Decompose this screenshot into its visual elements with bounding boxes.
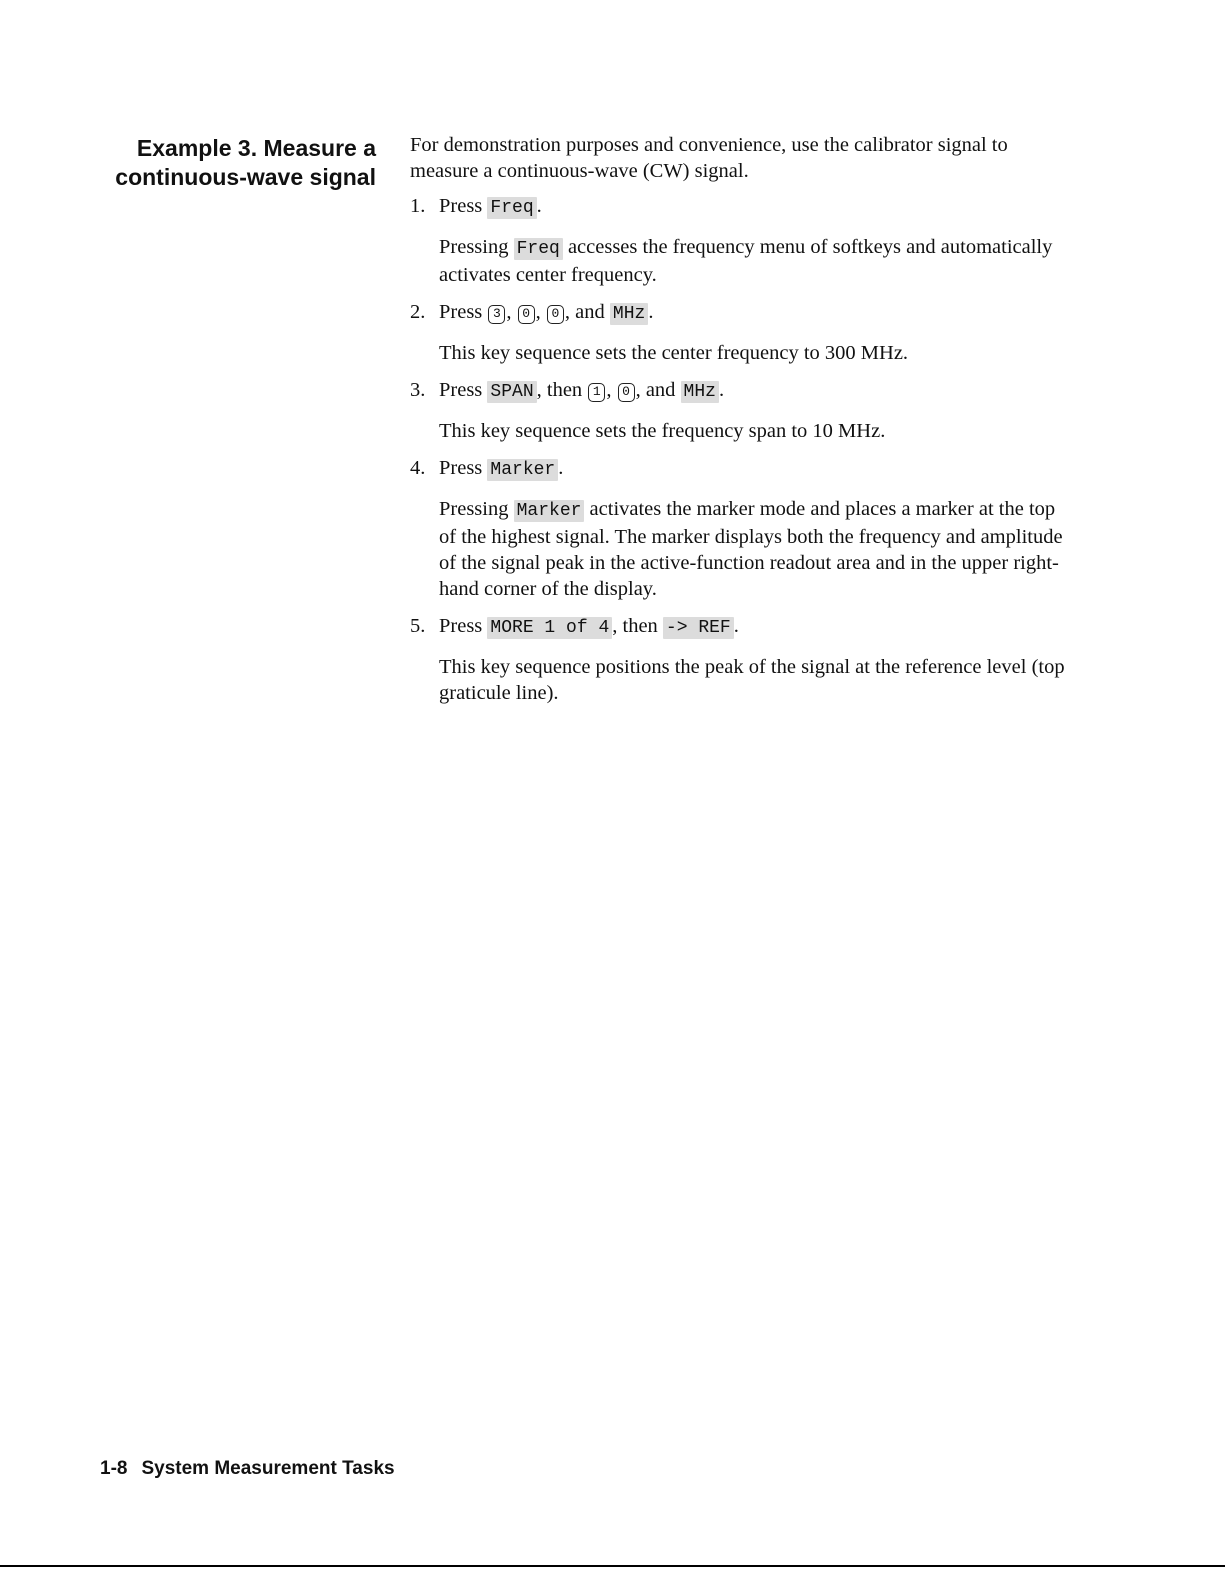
desc-text: accesses the frequency menu of softkeys and automatically activates center frequency. bbox=[439, 236, 1053, 286]
period: . bbox=[536, 195, 542, 217]
step-3 bbox=[410, 377, 1075, 444]
press-label: Press bbox=[439, 457, 483, 479]
softkey-freq: Freq bbox=[487, 197, 536, 219]
section-heading bbox=[60, 134, 376, 192]
heading-line-1: Example 3. Measure a bbox=[136, 135, 376, 161]
period: . bbox=[718, 379, 725, 401]
bottom-divider bbox=[0, 1565, 1225, 1567]
period: . bbox=[558, 457, 564, 479]
softkey-freq: Freq bbox=[514, 238, 563, 260]
desc-text: Pressing bbox=[439, 498, 509, 520]
softkey-marker-to-ref: -> REF bbox=[663, 617, 734, 639]
step-instruction: Press SPAN , then 1 , 0 , and MHz . bbox=[439, 379, 725, 402]
softkey-mhz: MHz bbox=[610, 303, 648, 325]
step-2 bbox=[410, 299, 1075, 366]
step-5 bbox=[410, 613, 1075, 706]
step-number: 5. bbox=[410, 615, 426, 637]
then-label: , then bbox=[536, 379, 583, 401]
step-instruction bbox=[439, 193, 1075, 221]
heading-line-2: continuous-wave signal bbox=[115, 164, 376, 190]
step-4 bbox=[410, 455, 1075, 602]
softkey-marker: Marker bbox=[514, 500, 585, 522]
softkey-mhz: MHz bbox=[681, 381, 719, 403]
page-number: 1-8 bbox=[100, 1458, 128, 1479]
hardkey-0: 0 bbox=[618, 383, 635, 402]
step-instruction: Press 3 , 0 , 0 , and MHz . bbox=[439, 301, 654, 324]
step-description: This key sequence sets the center frequency to 300 MHz. bbox=[439, 342, 909, 364]
hardkey-0: 0 bbox=[518, 305, 535, 324]
and-label: , and bbox=[564, 301, 605, 323]
page-footer bbox=[100, 1458, 395, 1480]
period: . bbox=[648, 301, 654, 323]
desc-text: activates the marker mode and places a marker at the top of the highest signal. The marker displays both the frequency and amplitude of the signal peak in the active-function readout area and in the upper right-hand corner of the display. bbox=[439, 498, 1063, 600]
step-number: 1. bbox=[410, 195, 426, 217]
softkey-marker: Marker bbox=[487, 459, 558, 481]
step-description bbox=[439, 234, 1075, 288]
footer-section-title: System Measurement Tasks bbox=[141, 1458, 395, 1479]
softkey-span: SPAN bbox=[487, 381, 536, 403]
step-number: 4. bbox=[410, 457, 426, 479]
press-label: Press bbox=[439, 301, 483, 323]
press-label: Press bbox=[439, 379, 483, 401]
hardkey-0: 0 bbox=[547, 305, 564, 324]
step-instruction bbox=[439, 455, 1075, 483]
then-label: , then bbox=[612, 615, 658, 637]
step-number: 3. bbox=[410, 379, 426, 401]
desc-text: Pressing bbox=[439, 236, 509, 258]
and-label: , and bbox=[635, 379, 676, 401]
press-label: Press bbox=[439, 615, 483, 637]
period: . bbox=[733, 615, 739, 637]
softkey-more-1-of-4: MORE 1 of 4 bbox=[487, 617, 612, 639]
procedure-body bbox=[410, 132, 1075, 717]
step-number: 2. bbox=[410, 301, 426, 323]
hardkey-3: 3 bbox=[488, 305, 505, 324]
step-description: This key sequence sets the frequency span to 10 MHz. bbox=[439, 420, 886, 442]
step-description bbox=[439, 496, 1075, 602]
intro-paragraph: For demonstration purposes and convenience, use the calibrator signal to measure a continuous-wave (CW) signal. bbox=[410, 134, 1008, 182]
hardkey-1: 1 bbox=[588, 383, 605, 402]
press-label: Press bbox=[439, 195, 483, 217]
step-instruction bbox=[439, 613, 1075, 641]
step-description: This key sequence positions the peak of the signal at the reference level (top graticule line). bbox=[439, 656, 1065, 704]
step-1 bbox=[410, 193, 1075, 288]
